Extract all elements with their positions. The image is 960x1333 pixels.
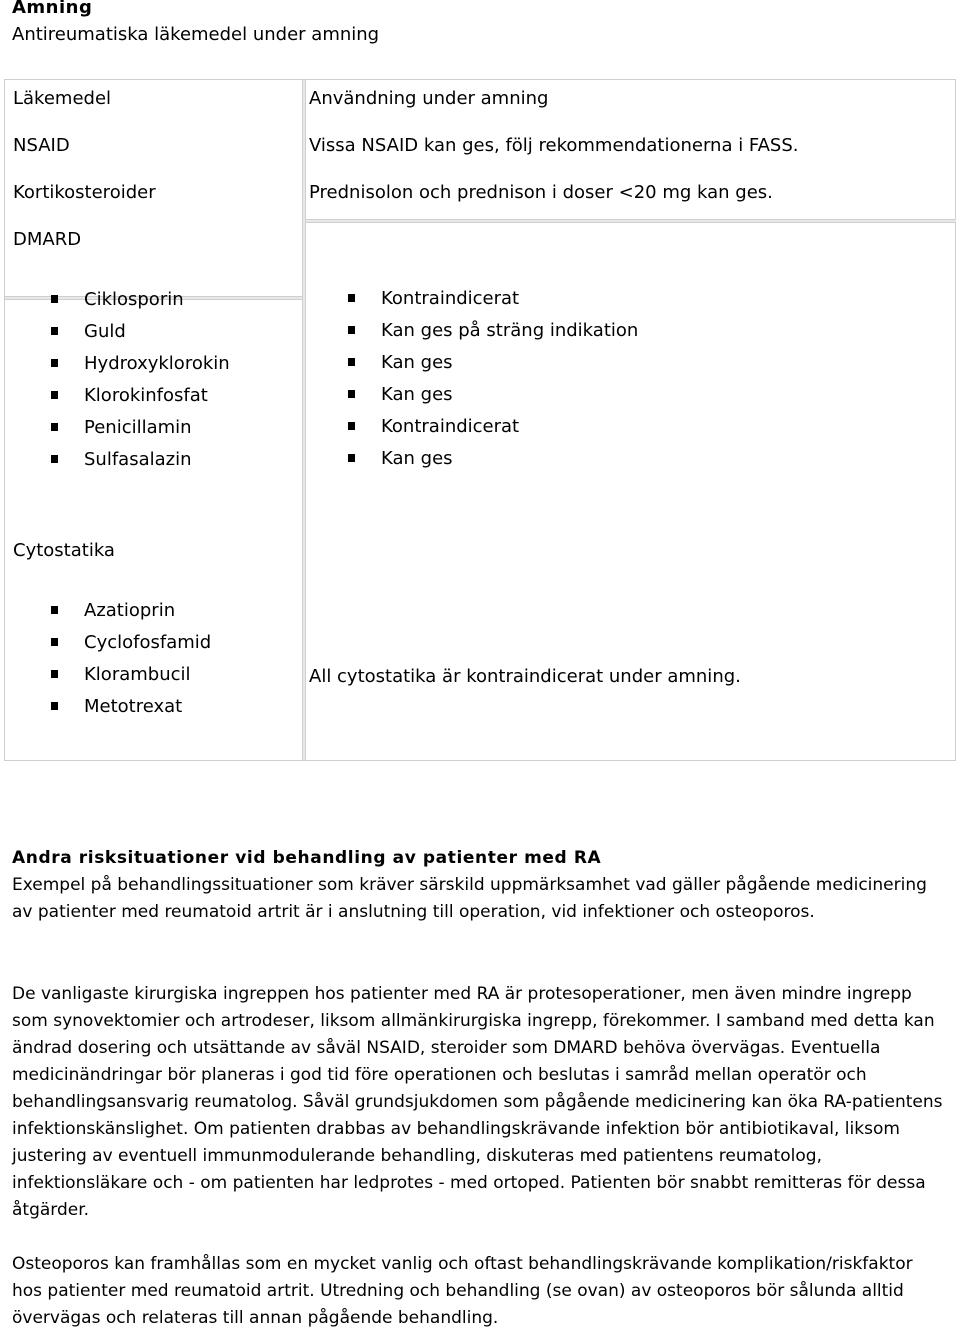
list-item: Kontraindicerat: [348, 417, 638, 449]
bullet-icon: [51, 391, 58, 399]
list-item: Metotrexat: [51, 697, 211, 729]
usage-cell: Vissa NSAID kan ges, följ rekommendationerna i FASS.: [309, 135, 799, 156]
drug-group-label-cytostatika: Cytostatika: [13, 540, 115, 561]
col-header-drug: Läkemedel: [13, 88, 112, 109]
bullet-icon: [348, 326, 355, 334]
list-item: Kan ges: [348, 353, 638, 385]
bullet-icon: [51, 455, 58, 463]
list-item: Kan ges: [348, 385, 638, 417]
bullet-icon: [348, 454, 355, 462]
bullet-icon: [51, 638, 58, 646]
bullet-icon: [51, 702, 58, 710]
bullet-icon: [51, 606, 58, 614]
drug-cell: NSAID: [13, 135, 70, 156]
bullet-icon: [51, 670, 58, 678]
list-item: Ciklosporin: [51, 290, 230, 322]
bullet-icon: [51, 359, 58, 367]
list-item: Hydroxyklorokin: [51, 354, 230, 386]
section-heading: Andra risksituationer vid behandling av patienter med RA: [12, 848, 602, 868]
list-item: Kan ges: [348, 449, 638, 481]
bullet-icon: [348, 390, 355, 398]
list-item: Penicillamin: [51, 418, 230, 450]
page-subtitle: Antireumatiska läkemedel under amning: [12, 24, 380, 45]
breastfeeding-drug-table: [4, 79, 956, 761]
bullet-icon: [348, 294, 355, 302]
paragraph: De vanligaste kirurgiska ingreppen hos patienter med RA är protesoperationer, men även mindre ingrepp som synovektomier och artrodeser, liksom allmänkirurgiska ingrepp, förekommer. I samband med detta kan ändrad dosering och utsättande av såväl NSAID, steroider som DMARD behöva övervägas. Eventuella medicinändringar bör planeras i god tid före operationen och beslutas i samråd mellan operatör och behandlingsansvarig reumatolog. Såväl grundsjukdomen som pågående medicinering kan öka RA-patientens infektionskänslighet. Om patienten drabbas av behandlingskrävande infektion bör antibiotikaval, liksom justering av eventuell immunmodulerande behandling, diskuteras med patientens reumatolog, infektionsläkare och - om patienten har ledprotes - med ortoped. Patienten bör snabbt remitteras för dessa åtgärder.: [12, 984, 943, 1220]
paragraph: Osteoporos kan framhållas som en mycket vanlig och oftast behandlingskrävande komplikation/riskfaktor hos patienter med reumatoid artrit. Utredning och behandling (se ovan) av osteoporos bör sålunda alltid övervägas och relateras till annan pågående behandling.: [12, 1254, 913, 1328]
bullet-icon: [51, 327, 58, 335]
drug-cell: Kortikosteroider: [13, 182, 156, 203]
bullet-icon: [348, 358, 355, 366]
list-item: Sulfasalazin: [51, 450, 230, 482]
usage-cell: All cytostatika är kontraindicerat under amning.: [309, 666, 741, 687]
row-divider: [306, 219, 956, 223]
paragraph: Exempel på behandlingssituationer som kräver särskild uppmärksamhet vad gäller pågående medicinering av patienter med reumatoid artrit är i anslutning till operation, vid infektioner och osteoporos.: [12, 875, 927, 922]
list-item: Azatioprin: [51, 601, 211, 633]
list-item: Kan ges på sträng indikation: [348, 321, 638, 353]
list-item: Klorokinfosfat: [51, 386, 230, 418]
col-header-usage: Användning under amning: [309, 88, 549, 109]
page-title: Amning: [12, 0, 93, 18]
bullet-icon: [51, 295, 58, 303]
bullet-icon: [348, 422, 355, 430]
list-item: Kontraindicerat: [348, 289, 638, 321]
drug-group-label-dmard: DMARD: [13, 229, 82, 250]
dmard-usage-list: [348, 289, 638, 481]
usage-cell: Prednisolon och prednison i doser <20 mg kan ges.: [309, 182, 773, 203]
cytostatika-drug-list: [51, 601, 211, 729]
list-item: Klorambucil: [51, 665, 211, 697]
column-divider: [302, 80, 306, 760]
bullet-icon: [51, 423, 58, 431]
list-item: Cyclofosfamid: [51, 633, 211, 665]
dmard-drug-list: [51, 290, 230, 482]
list-item: Guld: [51, 322, 230, 354]
